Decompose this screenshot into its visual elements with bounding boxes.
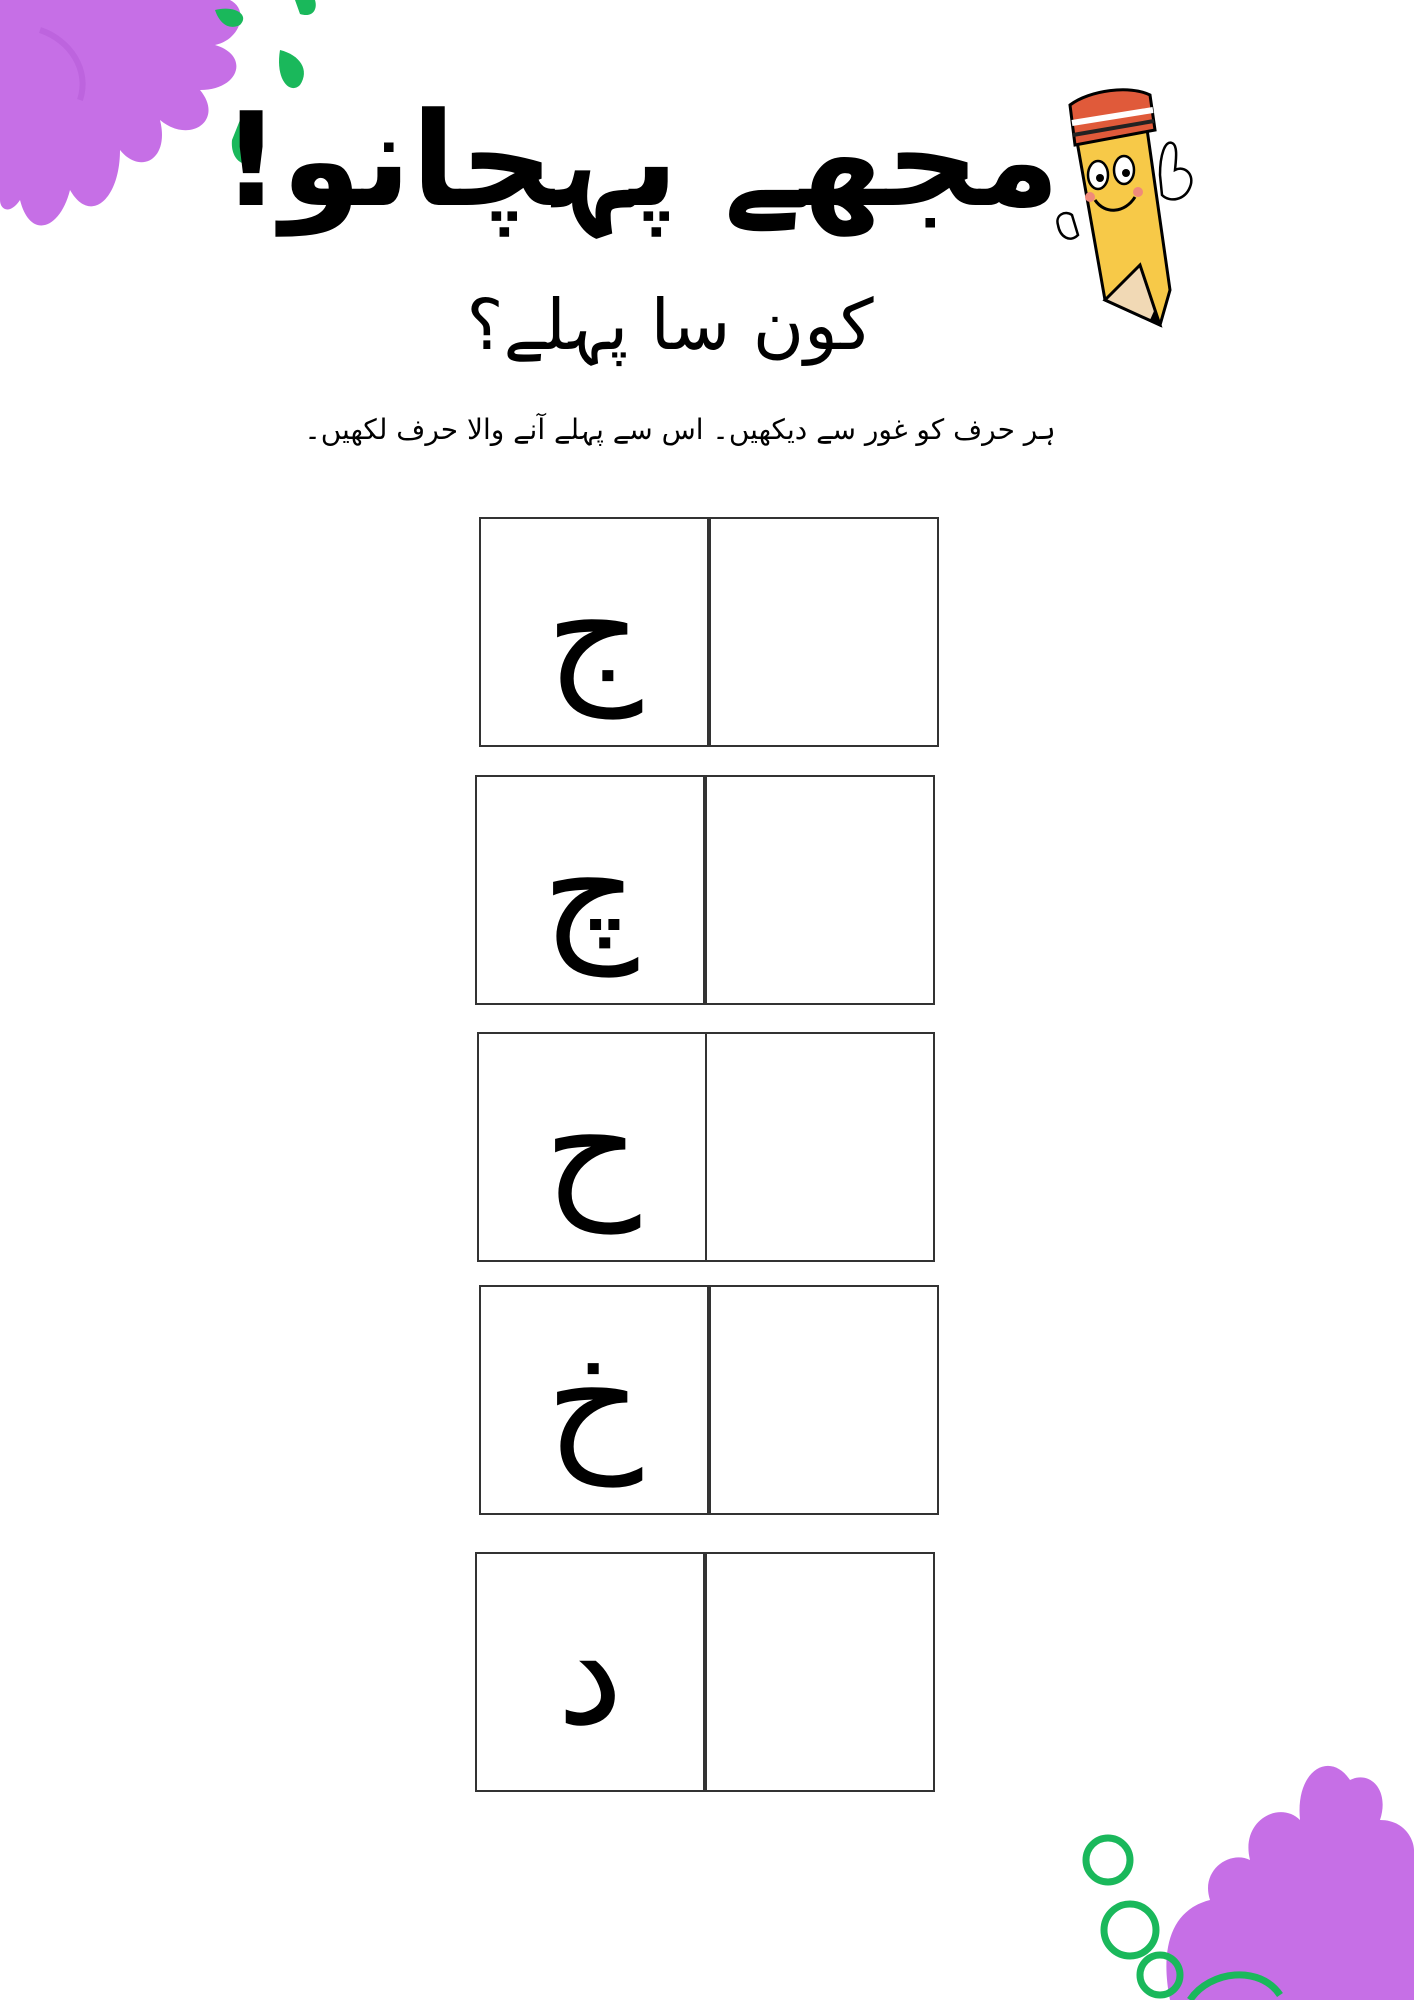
letter-box: د bbox=[475, 1552, 705, 1792]
purple-splash-bottom-right-icon bbox=[1060, 1730, 1414, 2000]
letter-box: ح bbox=[477, 1032, 707, 1262]
worksheet-instruction: ہر حرف کو غور سے دیکھیں۔ اس سے پہلے آنے والا حرف لکھیں۔ bbox=[304, 413, 1056, 446]
answer-box[interactable] bbox=[709, 1285, 939, 1515]
letter-box: چ bbox=[475, 775, 705, 1005]
pencil-mascot-icon bbox=[1050, 75, 1200, 335]
worksheet-subtitle: کون سا پہلے؟ bbox=[466, 284, 874, 366]
letter-box: خ bbox=[479, 1285, 709, 1515]
answer-box[interactable] bbox=[705, 1032, 935, 1262]
worksheet-title: مجھے پہچانو! bbox=[221, 84, 1060, 236]
answer-box[interactable] bbox=[705, 775, 935, 1005]
answer-box[interactable] bbox=[709, 517, 939, 747]
answer-box[interactable] bbox=[705, 1552, 935, 1792]
letter-box: ج bbox=[479, 517, 709, 747]
